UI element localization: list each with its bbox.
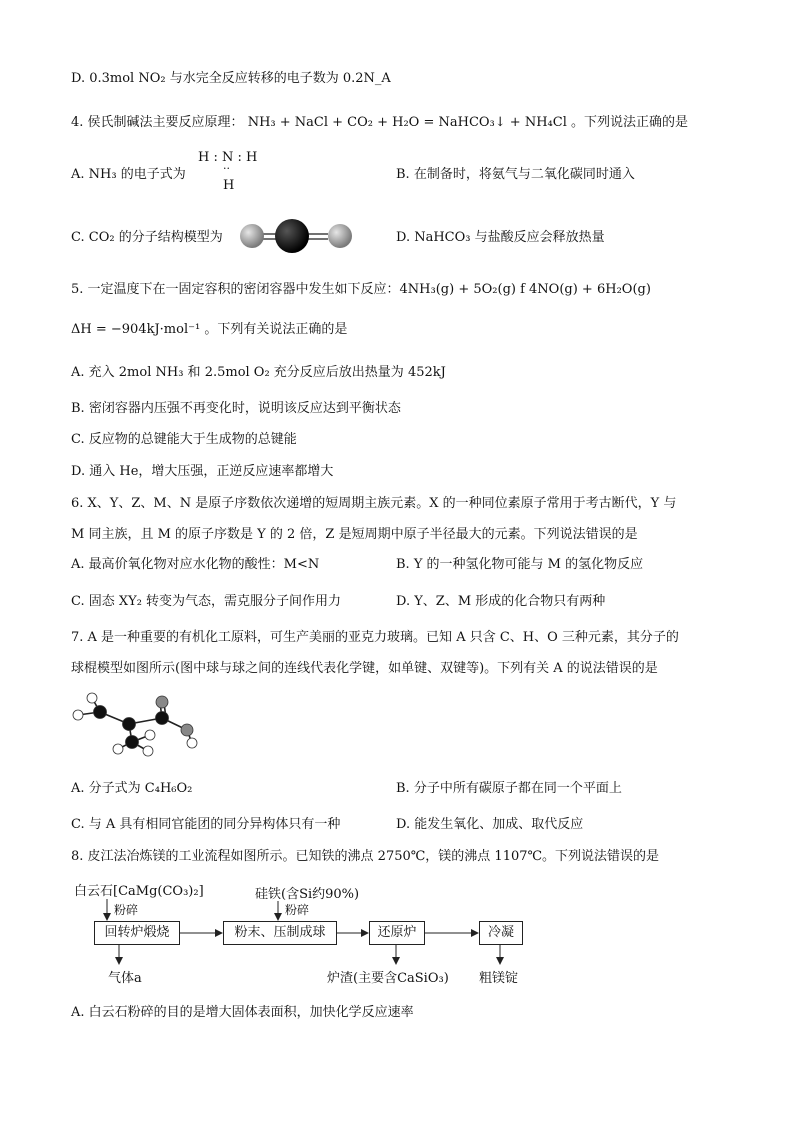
q5-enthalpy: ΔH = −904kJ·mol⁻¹ 。下列有关说法正确的是 [71,322,348,337]
lewis-bottom-h: H [223,178,235,193]
q4-option-d: D. NaHCO₃ 与盐酸反应会释放热量 [396,230,605,245]
q4-option-a-label: A. [71,167,85,182]
q5-option-d: D. 通入 He，增大压强，正逆反应速率都增大 [71,464,334,479]
output-gas-a: 气体a [108,971,142,986]
q5-option-c: C. 反应物的总键能大于生成物的总键能 [71,432,297,447]
box-rotary-kiln: 回转炉煅烧 [94,921,180,945]
q5-option-a: A. 充入 2mol NH₃ 和 2.5mol O₂ 充分反应后放出热量为 452kJ [71,365,446,380]
q5-stem: 5. 一定温度下在一固定容积的密闭容器中发生如下反应：4NH₃(g) + 5O₂(g) f 4NO(g) + 6H₂O(g) [71,282,651,297]
raw-material-ferrosilicon: 硅铁(含Si约90%) [255,887,360,902]
q4-stem-prefix: 4. 侯氏制碱法主要反应原理： [71,115,244,130]
output-slag: 炉渣(主要含CaSiO₃) [327,971,449,986]
q7-stem-line1: 7. A 是一种重要的有机化工原料，可生产美丽的亚克力玻璃。已知 A 只含 C、H、O 三种元素，其分子的 [71,630,679,645]
q7-stem-line2: 球棍模型如图所示(图中球与球之间的连线代表化学键，如单键、双键等)。下列有关 A 的说法错误的是 [71,661,658,676]
q6-option-a: A. 最高价氧化物对应水化物的酸性：M<N [71,557,320,572]
q8-option-a: A. 白云石粉碎的目的是增大固体表面积，加快化学反应速率 [71,1005,414,1020]
lewis-top-row: H : N : H [198,150,258,165]
q4-stem-suffix: 。下列说法正确的是 [571,115,689,130]
q4-equation: NH₃ + NaCl + CO₂ + H₂O = NaHCO₃↓ + NH₄Cl [247,115,567,130]
q7-option-a: A. 分子式为 C₄H₆O₂ [71,781,193,796]
q7-option-d: D. 能发生氧化、加成、取代反应 [396,817,584,832]
q6-option-c: C. 固态 XY₂ 转变为气态，需克服分子间作用力 [71,594,342,609]
q6-stem-line2: M 同主族，且 M 的原子序数是 Y 的 2 倍，Z 是短周期中原子半径最大的元素。下列说法错误的是 [71,527,638,542]
q5-option-b: B. 密闭容器内压强不再变化时，说明该反应达到平衡状态 [71,401,401,416]
box-powder-pellet: 粉末、压制成球 [223,921,337,945]
q8-stem: 8. 皮江法冶炼镁的工业流程如图所示。已知铁的沸点 2750℃，镁的沸点 1107℃。下列说法错误的是 [71,849,660,864]
box-condensation: 冷凝 [479,921,523,945]
lewis-lone-dots: ·· [223,162,230,175]
q3-option-d: D. 0.3mol NO₂ 与水完全反应转移的电子数为 0.2N_A [71,71,391,86]
raw-material-dolomite: 白云石[CaMg(CO₃)₂] [74,884,204,899]
box-reduction-furnace: 还原炉 [369,921,425,945]
q4-option-a-text: NH₃ 的电子式为 [88,167,186,182]
q4-option-c: C. CO₂ 的分子结构模型为 [71,230,223,245]
crush-label-2: 粉碎 [285,903,310,917]
q7-option-b: B. 分子中所有碳原子都在同一个平面上 [396,781,622,796]
output-crude-magnesium: 粗镁锭 [479,971,519,986]
q7-option-c: C. 与 A 具有相同官能团的同分异构体只有一种 [71,817,341,832]
q6-stem-line1: 6. X、Y、Z、M、N 是原子序数依次递增的短周期主族元素。X 的一种同位素原子常用于考古断代，Y 与 [71,496,677,511]
q6-option-d: D. Y、Z、M 形成的化合物只有两种 [396,594,606,609]
crush-label-1: 粉碎 [114,903,139,917]
q4-option-b: B. 在制备时，将氨气与二氧化碳同时通入 [396,167,635,182]
q6-option-b: B. Y 的一种氢化物可能与 M 的氢化物反应 [396,557,644,572]
